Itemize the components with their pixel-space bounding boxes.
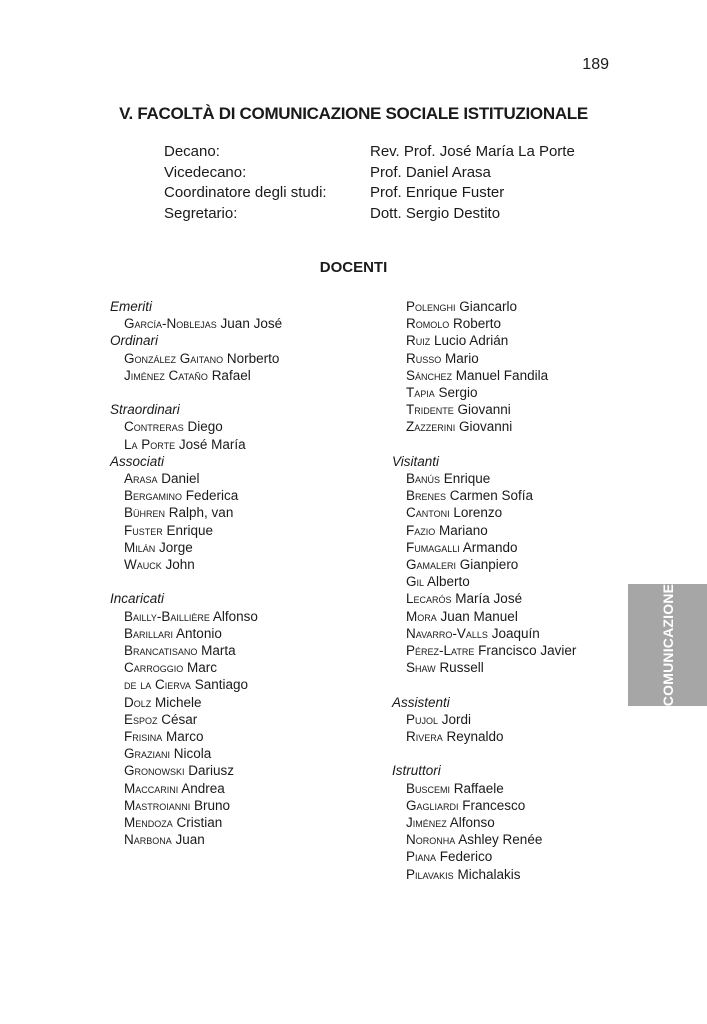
- officer-name: Dott. Sergio Destito: [370, 205, 501, 223]
- officer-row-vicedecano: [164, 163, 575, 184]
- faculty-member: [110, 642, 282, 659]
- faculty-member: [110, 659, 282, 676]
- faculty-member: [392, 487, 576, 504]
- member-surname: Gronowski: [124, 763, 185, 779]
- member-surname: Brancatisano: [124, 643, 198, 659]
- faculty-member: [110, 745, 282, 762]
- member-given-name: Lorenzo: [453, 505, 503, 521]
- member-surname: Carroggio: [124, 660, 184, 676]
- member-given-name: Ashley Renée: [458, 832, 543, 848]
- faculty-member: [110, 487, 282, 504]
- faculty-member: [392, 831, 576, 848]
- member-surname: Jiménez Cataño: [124, 367, 208, 383]
- faculty-member: [392, 728, 576, 745]
- member-surname: Gagliardi: [406, 797, 459, 813]
- member-given-name: Cristian: [176, 815, 223, 831]
- faculty-member: [392, 504, 576, 521]
- member-surname: García-Noblejas: [124, 316, 217, 332]
- member-given-name: Alberto: [427, 574, 470, 590]
- member-surname: Jiménez: [406, 815, 447, 831]
- member-surname: Bergamino: [124, 488, 183, 504]
- member-given-name: Giovanni: [457, 402, 511, 418]
- member-given-name: Dariusz: [188, 763, 235, 779]
- category-label: Istruttori: [392, 763, 441, 779]
- faculty-member: [110, 436, 282, 453]
- faculty-member: [110, 762, 282, 779]
- member-given-name: Santiago: [194, 677, 249, 693]
- faculty-member: [110, 418, 282, 435]
- faculty-member: [110, 315, 282, 332]
- faculty-member: [392, 814, 576, 831]
- faculty-member: [392, 711, 576, 728]
- member-surname: González Gaitano: [124, 350, 224, 366]
- faculty-member: [392, 298, 576, 315]
- member-surname: Pujol: [406, 711, 439, 727]
- faculty-member: [392, 332, 576, 349]
- member-given-name: Michele: [155, 694, 202, 710]
- member-given-name: Giancarlo: [459, 299, 518, 314]
- side-tab-label: COMUNICAZIONE: [659, 583, 676, 707]
- faculty-member: [392, 797, 576, 814]
- member-surname: Gil: [406, 574, 425, 590]
- member-surname: Tapia: [406, 385, 435, 401]
- member-surname: La Porte: [124, 436, 176, 452]
- member-given-name: Francesco: [462, 797, 526, 813]
- member-surname: Bailly-Baillière: [124, 608, 210, 624]
- member-surname: Narbona: [124, 832, 172, 848]
- member-surname: Romolo: [406, 316, 450, 332]
- faculty-member: [392, 659, 576, 676]
- faculty-member: [392, 401, 576, 418]
- spacer: [392, 676, 576, 693]
- member-given-name: Diego: [187, 419, 223, 435]
- member-given-name: Jorge: [159, 539, 193, 555]
- officer-name: Rev. Prof. José María La Porte: [370, 143, 575, 160]
- member-given-name: John: [165, 557, 195, 573]
- spacer: [392, 436, 576, 453]
- member-given-name: César: [161, 711, 198, 727]
- faculty-title: V. FACOLTÀ DI COMUNICAZIONE SOCIALE ISTITUZIONALE: [119, 104, 588, 123]
- member-given-name: Juan Manuel: [440, 608, 518, 624]
- member-surname: Sánchez: [406, 367, 453, 383]
- member-given-name: Mario: [445, 350, 479, 366]
- category-label: Ordinari: [110, 333, 159, 349]
- member-surname: Bühren: [124, 505, 166, 521]
- member-surname: Graziani: [124, 746, 171, 762]
- faculty-member: [110, 539, 282, 556]
- member-surname: Mendoza: [124, 815, 173, 831]
- faculty-member: [392, 350, 576, 367]
- member-surname: Fuster: [124, 522, 163, 538]
- member-given-name: Manuel Fandila: [455, 367, 549, 383]
- faculty-member: [110, 728, 282, 745]
- member-given-name: Giovanni: [459, 419, 513, 435]
- member-surname: Mastroianni: [124, 797, 191, 813]
- member-surname: Lecarós: [406, 591, 452, 607]
- left-column: [110, 298, 282, 848]
- officer-role: Decano:: [164, 143, 220, 160]
- member-given-name: Federica: [185, 488, 239, 504]
- faculty-member: [110, 608, 282, 625]
- member-surname: Wauck: [124, 557, 162, 573]
- faculty-member: [392, 522, 576, 539]
- member-given-name: Raffaele: [453, 780, 504, 796]
- member-surname: Polenghi: [406, 299, 456, 314]
- right-column: [392, 298, 576, 883]
- member-given-name: Armando: [462, 539, 518, 555]
- member-given-name: Marc: [187, 660, 218, 676]
- member-given-name: Reynaldo: [446, 729, 504, 745]
- faculty-member: [392, 642, 576, 659]
- member-given-name: Enrique: [166, 522, 214, 538]
- member-surname: Contreras: [124, 419, 184, 435]
- member-surname: Ruiz: [406, 333, 431, 349]
- faculty-member: [110, 797, 282, 814]
- faculty-member: [110, 470, 282, 487]
- member-surname: Pérez-Latre: [406, 643, 475, 659]
- faculty-member: [392, 367, 576, 384]
- faculty-member: [110, 676, 282, 693]
- faculty-member: [110, 711, 282, 728]
- officer-row-coordinatore: [164, 183, 575, 204]
- member-given-name: Russell: [439, 660, 484, 676]
- category-label: Associati: [110, 453, 165, 469]
- officer-role: Segretario:: [164, 205, 238, 223]
- member-surname: Noronha: [406, 832, 456, 848]
- member-given-name: Rafael: [211, 367, 251, 383]
- member-surname: Piana: [406, 849, 437, 865]
- member-given-name: Ralph, van: [168, 505, 234, 521]
- member-surname: Rivera: [406, 729, 443, 745]
- member-given-name: Alfonso: [449, 815, 495, 831]
- member-surname: Zazzerini: [406, 419, 456, 435]
- spacer: [110, 384, 282, 401]
- category-label: Emeriti: [110, 299, 153, 314]
- member-surname: Espoz: [124, 711, 158, 727]
- officer-name: Prof. Enrique Fuster: [370, 184, 505, 202]
- member-surname: Maccarini: [124, 780, 179, 796]
- member-given-name: Alfonso: [212, 608, 258, 624]
- category-label: Incaricati: [110, 591, 165, 607]
- spacer: [110, 573, 282, 590]
- page-number: 189: [582, 56, 609, 73]
- member-surname: Gamaleri: [406, 557, 457, 573]
- member-given-name: Juan José: [220, 316, 283, 332]
- section-side-tab: [628, 584, 707, 706]
- member-given-name: Marta: [201, 643, 236, 659]
- member-given-name: María José: [455, 591, 523, 607]
- member-given-name: Joaquín: [491, 625, 540, 641]
- member-surname: Cantoni: [406, 505, 450, 521]
- member-given-name: Gianpiero: [459, 557, 519, 573]
- member-surname: Buscemi: [406, 780, 451, 796]
- faculty-member: [110, 556, 282, 573]
- category-label: Straordinari: [110, 402, 180, 418]
- member-surname: Brenes: [406, 488, 447, 504]
- member-surname: Barillari: [124, 625, 174, 641]
- member-surname: Arasa: [124, 471, 158, 487]
- faculty-member: [392, 418, 576, 435]
- member-given-name: Jordi: [441, 711, 472, 727]
- faculty-member: [110, 814, 282, 831]
- faculty-member: [110, 831, 282, 848]
- member-surname: Frisina: [124, 729, 163, 745]
- faculty-member: [392, 866, 576, 883]
- faculty-member: [392, 590, 576, 607]
- faculty-member: [110, 504, 282, 521]
- faculty-member: [110, 350, 282, 367]
- faculty-member: [392, 470, 576, 487]
- member-surname: Fumagalli: [406, 539, 460, 555]
- member-given-name: Marco: [166, 729, 204, 745]
- faculty-member: [392, 848, 576, 865]
- member-given-name: Mariano: [439, 522, 488, 538]
- faculty-member: [110, 625, 282, 642]
- member-given-name: Andrea: [181, 780, 225, 796]
- member-given-name: Juan: [175, 832, 205, 848]
- member-given-name: Nicola: [173, 746, 212, 762]
- faculty-member: [110, 694, 282, 711]
- member-given-name: Enrique: [443, 471, 491, 487]
- member-surname: Banús: [406, 471, 441, 487]
- member-given-name: Carmen Sofía: [449, 488, 534, 504]
- member-given-name: Bruno: [194, 797, 231, 813]
- member-given-name: Federico: [439, 849, 493, 865]
- member-surname: de la Cierva: [124, 677, 191, 693]
- category-label: Assistenti: [392, 694, 450, 710]
- member-surname: Dolz: [124, 694, 152, 710]
- member-surname: Milán: [124, 539, 156, 555]
- faculty-member: [392, 573, 576, 590]
- officer-row-segretario: [164, 204, 575, 225]
- member-given-name: Sergio: [438, 385, 478, 401]
- member-surname: Pilavakis: [406, 866, 454, 882]
- faculty-member: [392, 539, 576, 556]
- officer-row-decano: [164, 142, 575, 163]
- faculty-member: [392, 780, 576, 797]
- member-given-name: Lucio Adrián: [434, 333, 509, 349]
- member-given-name: José María: [178, 436, 246, 452]
- member-given-name: Norberto: [226, 350, 280, 366]
- officer-role: Vicedecano:: [164, 163, 247, 181]
- member-given-name: Antonio: [176, 625, 222, 641]
- faculty-member: [392, 556, 576, 573]
- spacer: [392, 745, 576, 762]
- member-given-name: Francisco Javier: [478, 643, 577, 659]
- faculty-member: [392, 384, 576, 401]
- faculty-member: [110, 780, 282, 797]
- member-surname: Mora: [406, 608, 437, 624]
- member-surname: Russo: [406, 350, 442, 366]
- member-surname: Tridente: [406, 402, 454, 418]
- faculty-member: [392, 315, 576, 332]
- officers-list: [164, 142, 575, 225]
- officer-name: Prof. Daniel Arasa: [370, 163, 491, 181]
- member-given-name: Roberto: [453, 316, 502, 332]
- faculty-member: [110, 522, 282, 539]
- faculty-member: [392, 625, 576, 642]
- member-given-name: Daniel: [161, 471, 200, 487]
- docenti-heading: DOCENTI: [319, 259, 388, 276]
- member-surname: Navarro-Valls: [406, 625, 488, 641]
- faculty-member: [392, 608, 576, 625]
- member-surname: Shaw: [406, 660, 436, 676]
- member-surname: Fazio: [406, 522, 436, 538]
- faculty-member: [110, 367, 282, 384]
- category-label: Visitanti: [392, 453, 440, 469]
- officer-role: Coordinatore degli studi:: [164, 184, 327, 202]
- member-given-name: Michalakis: [457, 866, 521, 882]
